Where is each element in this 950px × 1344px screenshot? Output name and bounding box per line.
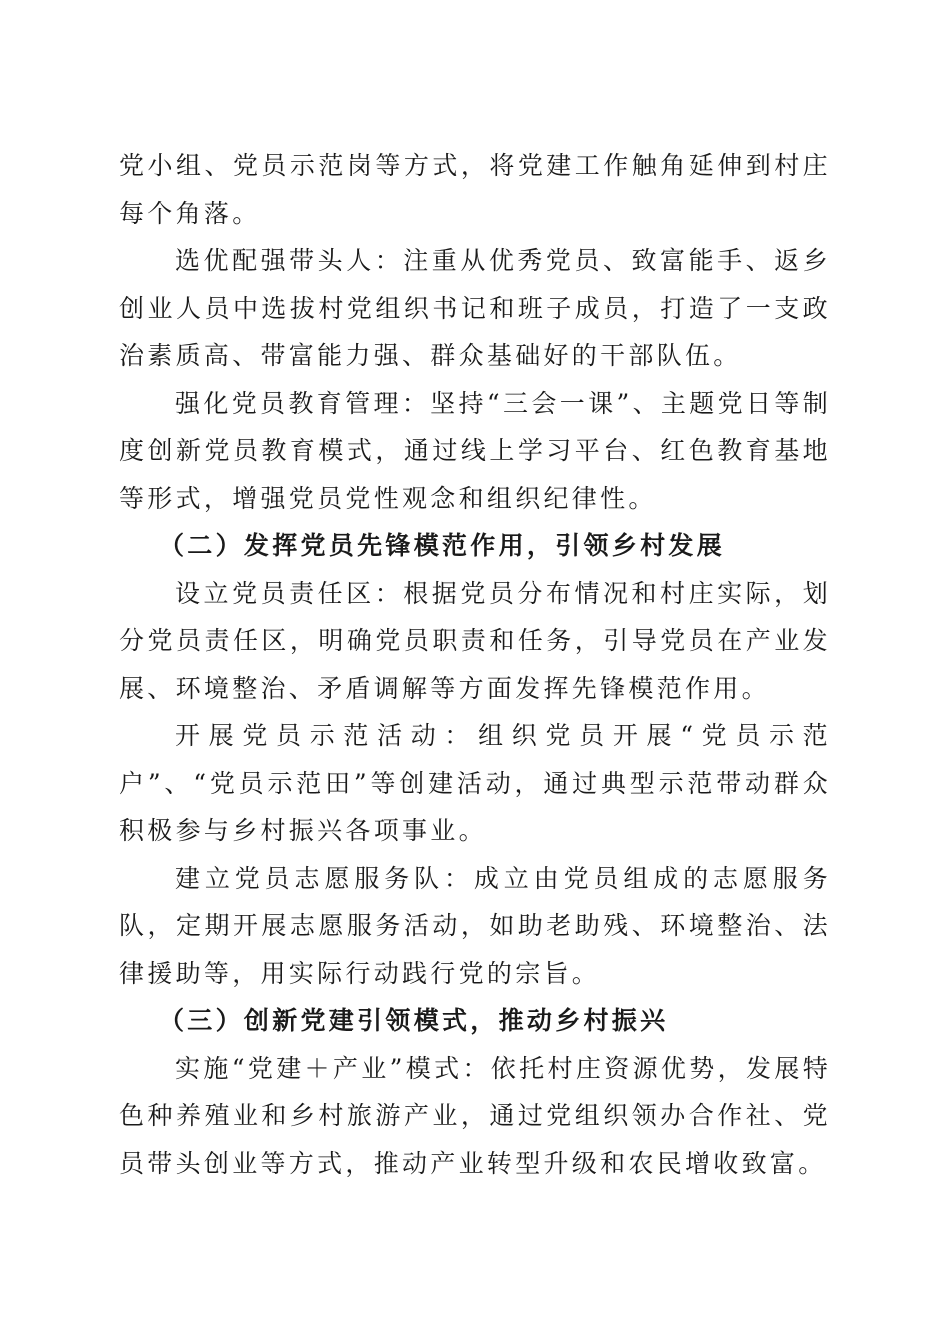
paragraph-continuation: 党小组、党员示范岗等方式，将党建工作触角延伸到村庄每个角落。 [119,151,831,228]
section-heading-3: （三）创新党建引领模式，推动乡村振兴 [159,1006,669,1035]
paragraph-party-industry-model: 实施“党建＋产业”模式：依托村庄资源优势，发展特色种养殖业和乡村旅游产业，通过党组织领办合作社、党员带头创业等方式，推动产业转型升级和农民增收致富。 [119,1053,831,1178]
paragraph-responsibility-zone: 设立党员责任区：根据党员分布情况和村庄实际，划分党员责任区，明确党员职责和任务，引导党员在产业发展、环境整治、矛盾调解等方面发挥先锋模范作用。 [119,578,831,703]
paragraph-select-leaders: 选优配强带头人：注重从优秀党员、致富能手、返乡创业人员中选拔村党组织书记和班子成员，打造了一支政治素质高、带富能力强、群众基础好的干部队伍。 [119,246,831,370]
section-heading-2: （二）发挥党员先锋模范作用，引领乡村发展 [159,531,726,560]
document-body [119,142,831,1187]
paragraph-volunteer-team: 建立党员志愿服务队：成立由党员组成的志愿服务队，定期开展志愿服务活动，如助老助残、环境整治、法律援助等，用实际行动践行党的宗旨。 [119,863,831,988]
paragraph-demonstration-activities: 开展党员示范活动：组织党员开展“党员示范户”、“党员示范田”等创建活动，通过典型示范带动群众积极参与乡村振兴各项事业。 [119,721,831,845]
paragraph-member-education: 强化党员教育管理：坚持“三会一课”、主题党日等制度创新党员教育模式，通过线上学习平台、红色教育基地等形式，增强党员党性观念和组织纪律性。 [119,388,831,513]
